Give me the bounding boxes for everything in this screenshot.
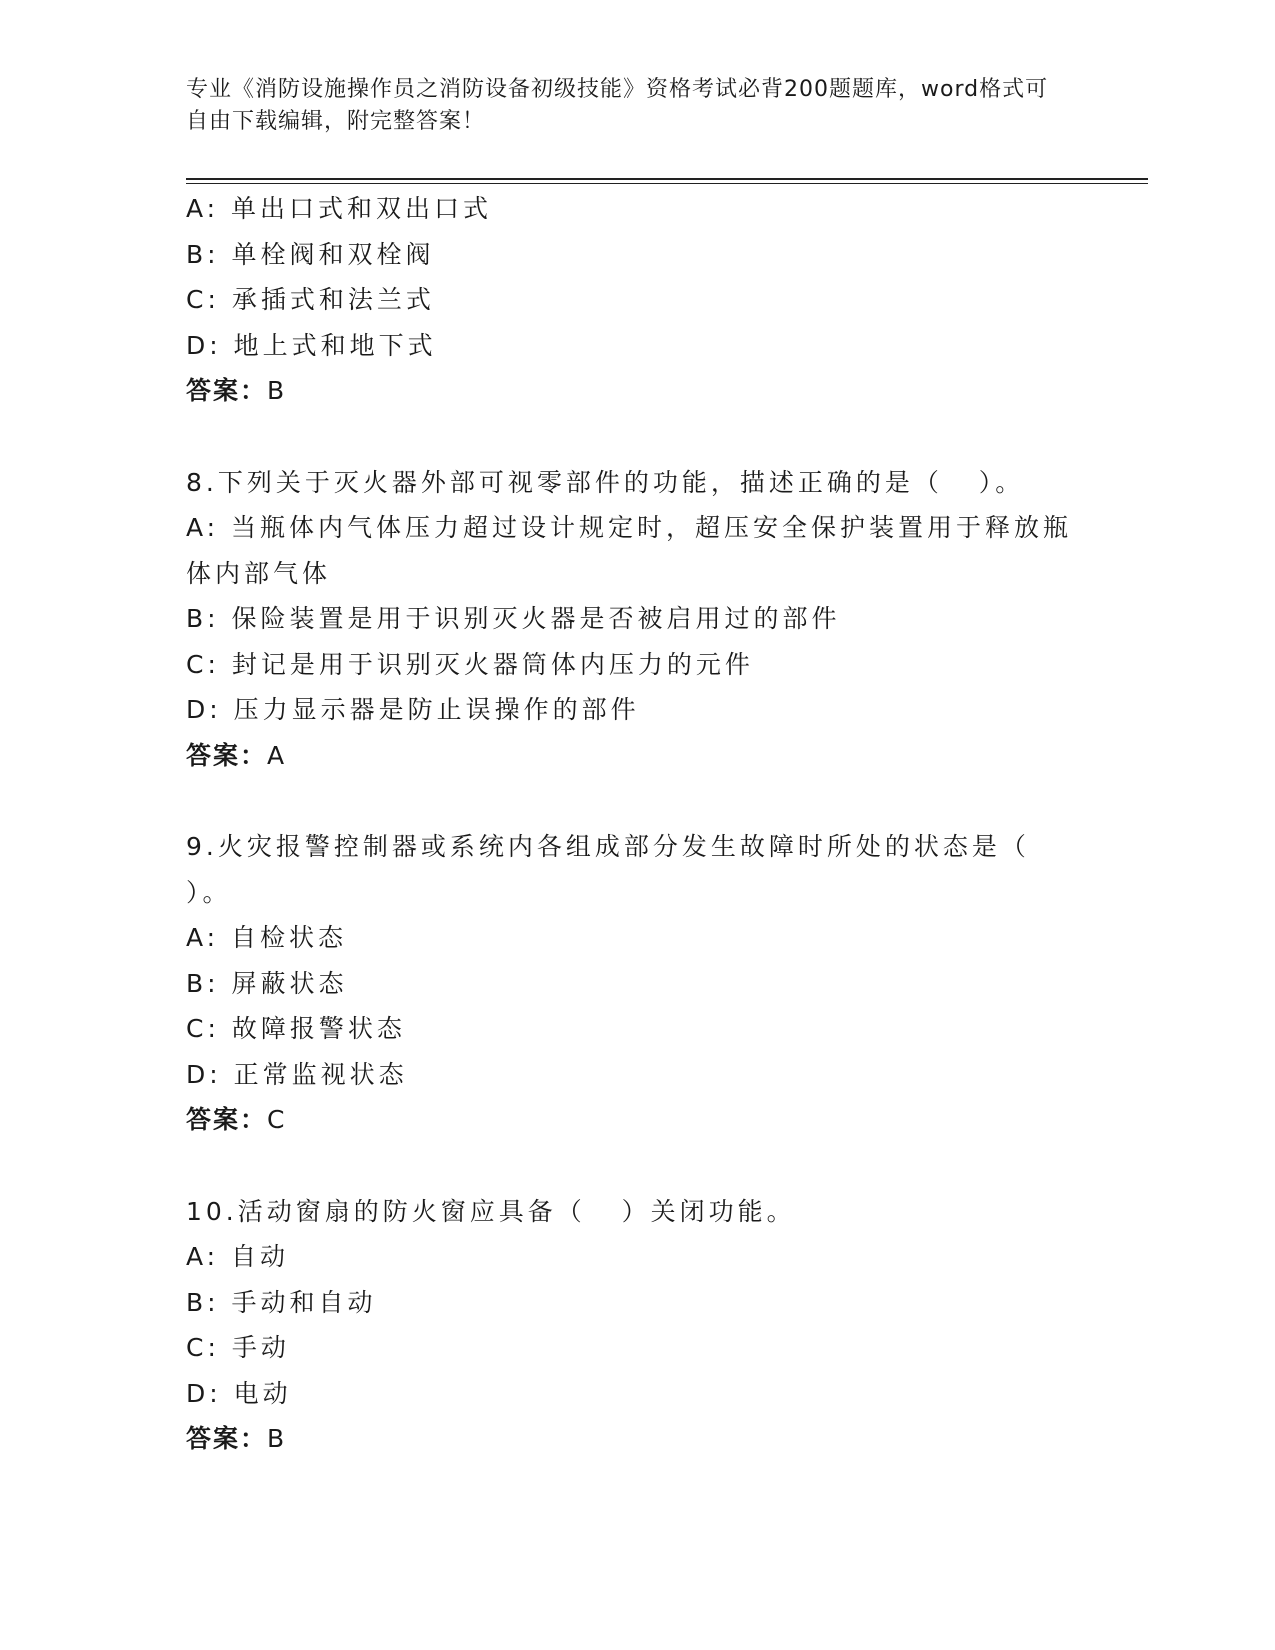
answer-line [186,733,1086,779]
answer-label: 答案： [186,1424,268,1453]
option-b: B: 保险装置是用于识别灭火器是否被启用过的部件 [186,604,841,633]
header-divider-thin [186,183,1148,184]
question-text: 8.下列关于灭火器外部可视零部件的功能，描述正确的是（ ）。 [186,467,1025,497]
question-text: 9.火灾报警控制器或系统内各组成部分发生故障时所处的状态是（ ）。 [186,832,1066,907]
option-c: C: 封记是用于识别灭火器筒体内压力的元件 [186,649,754,679]
option-c: C: 承插式和法兰式 [186,285,435,314]
answer-label: 答案： [186,740,268,770]
question-7 [186,186,1086,414]
answer-value: C [267,1105,287,1134]
option-d: D: 电动 [186,1378,292,1408]
question-text: 10.活动窗扇的防火窗应具备（ ）关闭功能。 [186,1196,796,1226]
answer-label: 答案： [186,376,268,405]
answer-line [186,1416,1086,1462]
option-d: D: 压力显示器是防止误操作的部件 [186,695,640,724]
document-header: 专业《消防设施操作员之消防设备初级技能》资格考试必背200题题库，word格式可自由下载编辑，附完整答案！ [186,77,1049,134]
answer-value: B [267,376,287,405]
option-b: B: 手动和自动 [186,1287,377,1317]
question-10 [186,1189,1086,1462]
option-a: A: 当瓶体内气体压力超过设计规定时，超压安全保护装置用于释放瓶体内部气体 [186,513,1073,588]
option-b: B: 屏蔽状态 [186,968,348,998]
option-d: D: 正常监视状态 [186,1059,408,1089]
option-c: C: 故障报警状态 [186,1014,406,1043]
option-a: A: 自动 [186,1242,290,1271]
answer-value: B [267,1424,287,1453]
answer-line [186,368,1086,414]
option-a: A: 单出口式和双出口式 [186,194,493,223]
option-d: D: 地上式和地下式 [186,330,437,360]
answer-label: 答案： [186,1105,268,1134]
option-b: B: 单栓阀和双栓阀 [186,239,435,269]
header-divider-thick [186,178,1148,180]
answer-line [186,1097,1086,1143]
option-c: C: 手动 [186,1333,290,1362]
question-9 [186,824,1086,1143]
answer-value: A [267,740,287,770]
question-list [186,186,1086,1462]
question-8 [186,460,1086,779]
option-a: A: 自检状态 [186,923,348,952]
